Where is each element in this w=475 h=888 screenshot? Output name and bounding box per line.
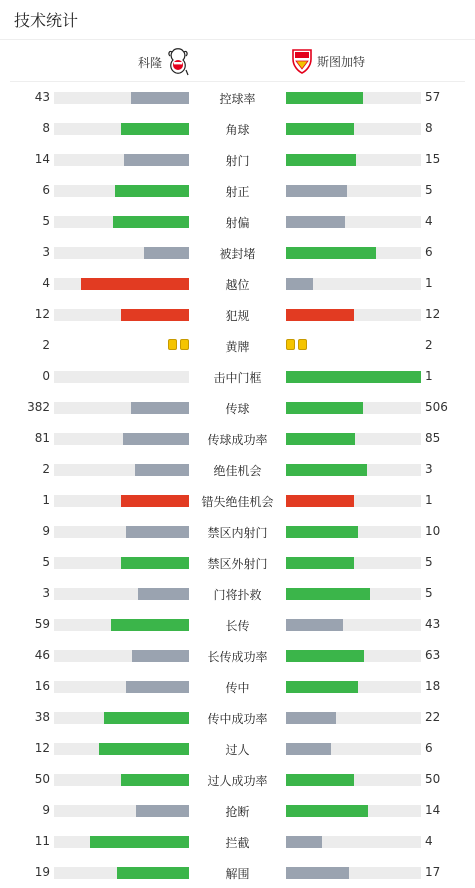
- stat-row: [0, 175, 475, 206]
- away-bar-track: [286, 247, 421, 259]
- away-bar-fill: [286, 309, 354, 321]
- home-bar-fill: [104, 712, 189, 724]
- stats-list: [0, 82, 475, 888]
- stat-label: 长传: [225, 619, 250, 633]
- stat-row: [0, 578, 475, 609]
- home-bar-fill: [132, 650, 189, 662]
- stat-row: [0, 702, 475, 733]
- home-bar-fill: [111, 619, 189, 631]
- home-value: 43: [34, 90, 50, 104]
- stat-label: 抢断: [225, 805, 250, 819]
- away-value: 6: [425, 741, 433, 755]
- stat-label: 过人成功率: [207, 774, 268, 788]
- stat-label: 传球成功率: [207, 433, 268, 447]
- home-bar-track: [54, 743, 189, 755]
- stat-label: 黄牌: [225, 340, 250, 354]
- away-value: 6: [425, 245, 433, 259]
- home-bar-track: [54, 402, 189, 414]
- teams-header: [10, 40, 465, 82]
- home-bar-track: [54, 774, 189, 786]
- stat-label: 射正: [225, 185, 250, 199]
- away-bar-fill: [286, 216, 345, 228]
- away-value: 1: [425, 276, 433, 290]
- away-value: 14: [425, 803, 441, 817]
- home-bar-track: [54, 92, 189, 104]
- away-bar-fill: [286, 402, 363, 414]
- away-value: 12: [425, 307, 441, 321]
- home-bar-track: [54, 805, 189, 817]
- home-value: 38: [34, 710, 50, 724]
- away-bar-fill: [286, 495, 354, 507]
- away-bar-track: [286, 681, 421, 693]
- home-value: 0: [42, 369, 50, 383]
- home-value: 3: [42, 586, 50, 600]
- stat-label: 门将扑救: [213, 588, 262, 602]
- stat-row: [0, 454, 475, 485]
- stat-label: 禁区外射门: [207, 557, 268, 571]
- away-value: 5: [425, 555, 433, 569]
- away-bar-fill: [286, 433, 355, 445]
- away-bar-fill: [286, 743, 331, 755]
- home-bar-fill: [121, 495, 189, 507]
- away-value: 43: [425, 617, 441, 631]
- away-value: 8: [425, 121, 433, 135]
- away-bar-fill: [286, 681, 358, 693]
- away-bar-fill: [286, 185, 347, 197]
- away-value: 85: [425, 431, 441, 445]
- home-bar-track: [54, 836, 189, 848]
- home-bar-track: [54, 557, 189, 569]
- home-bar-fill: [121, 557, 189, 569]
- away-bar-track: [286, 836, 421, 848]
- home-bar-track: [54, 681, 189, 693]
- home-bar-track: [54, 619, 189, 631]
- stat-label: 禁区内射门: [207, 526, 268, 540]
- home-value: 46: [34, 648, 50, 662]
- away-bar-fill: [286, 154, 356, 166]
- away-bar-track: [286, 185, 421, 197]
- away-bar-fill: [286, 123, 354, 135]
- goat-crest-icon: [166, 48, 190, 76]
- stat-label: 射偏: [225, 216, 250, 230]
- home-value: 382: [27, 400, 50, 414]
- stat-row: [0, 857, 475, 888]
- home-value: 59: [34, 617, 50, 631]
- away-bar-track: [286, 619, 421, 631]
- home-team[interactable]: [138, 48, 190, 76]
- stat-row: [0, 237, 475, 268]
- away-yellow-cards: [286, 339, 307, 350]
- stat-label: 角球: [225, 123, 250, 137]
- home-bar-track: [54, 309, 189, 321]
- home-value: 5: [42, 214, 50, 228]
- away-team-name: 斯图加特: [317, 54, 366, 69]
- page-title: 技术统计: [14, 11, 79, 30]
- home-bar-track: [54, 216, 189, 228]
- stat-row: [0, 609, 475, 640]
- away-bar-fill: [286, 464, 367, 476]
- away-value: 506: [425, 400, 448, 414]
- away-bar-track: [286, 867, 421, 879]
- away-value: 2: [425, 338, 433, 352]
- home-bar-track: [54, 867, 189, 879]
- away-bar-fill: [286, 712, 336, 724]
- home-value: 14: [34, 152, 50, 166]
- away-value: 5: [425, 586, 433, 600]
- stat-label: 击中门框: [213, 371, 262, 385]
- stat-row: [0, 640, 475, 671]
- home-bar-track: [54, 278, 189, 290]
- home-bar-fill: [135, 464, 189, 476]
- away-bar-track: [286, 464, 421, 476]
- stat-row: [0, 268, 475, 299]
- home-bar-track: [54, 433, 189, 445]
- away-bar-track: [286, 371, 421, 383]
- away-bar-fill: [286, 650, 364, 662]
- stat-row: [0, 733, 475, 764]
- stat-row: [0, 144, 475, 175]
- stat-label: 长传成功率: [207, 650, 268, 664]
- home-bar-track: [54, 371, 189, 383]
- yellow-card-icon: [168, 339, 177, 350]
- stat-row: [0, 206, 475, 237]
- stat-label: 传球: [225, 402, 250, 416]
- page-header: [0, 0, 475, 40]
- home-bar-fill: [99, 743, 189, 755]
- away-value: 4: [425, 214, 433, 228]
- home-bar-fill: [126, 526, 189, 538]
- home-bar-fill: [121, 123, 189, 135]
- home-value: 16: [34, 679, 50, 693]
- away-bar-track: [286, 402, 421, 414]
- away-bar-track: [286, 123, 421, 135]
- home-bar-fill: [126, 681, 189, 693]
- home-value: 50: [34, 772, 50, 786]
- home-value: 2: [42, 338, 50, 352]
- away-bar-fill: [286, 526, 358, 538]
- stat-row: [0, 299, 475, 330]
- yellow-card-icon: [180, 339, 189, 350]
- stat-label: 射门: [225, 154, 250, 168]
- home-bar-fill: [121, 774, 189, 786]
- away-bar-track: [286, 92, 421, 104]
- stat-row: [0, 330, 475, 361]
- stat-label: 越位: [225, 278, 250, 292]
- home-bar-fill: [90, 836, 189, 848]
- stat-label: 控球率: [219, 92, 256, 106]
- away-bar-track: [286, 712, 421, 724]
- home-value: 9: [42, 524, 50, 538]
- home-bar-track: [54, 464, 189, 476]
- home-bar-fill: [117, 867, 189, 879]
- home-value: 3: [42, 245, 50, 259]
- away-value: 10: [425, 524, 441, 538]
- home-bar-track: [54, 712, 189, 724]
- away-bar-fill: [286, 92, 363, 104]
- home-value: 8: [42, 121, 50, 135]
- home-bar-track: [54, 650, 189, 662]
- away-bar-track: [286, 433, 421, 445]
- home-bar-fill: [113, 216, 189, 228]
- away-value: 1: [425, 493, 433, 507]
- home-bar-track: [54, 247, 189, 259]
- home-value: 9: [42, 803, 50, 817]
- away-bar-fill: [286, 371, 421, 383]
- away-bar-fill: [286, 247, 376, 259]
- away-bar-fill: [286, 774, 354, 786]
- home-bar-fill: [115, 185, 189, 197]
- home-bar-track: [54, 588, 189, 600]
- home-value: 2: [42, 462, 50, 476]
- away-bar-track: [286, 216, 421, 228]
- home-bar-track: [54, 123, 189, 135]
- stat-label: 过人: [225, 743, 250, 757]
- away-value: 3: [425, 462, 433, 476]
- away-value: 57: [425, 90, 441, 104]
- home-bar-fill: [121, 309, 189, 321]
- away-bar-fill: [286, 557, 354, 569]
- stat-row: [0, 423, 475, 454]
- away-bar-track: [286, 495, 421, 507]
- stat-row: [0, 113, 475, 144]
- away-value: 4: [425, 834, 433, 848]
- away-bar-track: [286, 805, 421, 817]
- home-bar-fill: [138, 588, 189, 600]
- away-bar-track: [286, 588, 421, 600]
- stat-row: [0, 826, 475, 857]
- yellow-card-icon: [298, 339, 307, 350]
- stat-label: 解围: [225, 867, 250, 881]
- stat-label: 犯规: [225, 309, 250, 323]
- home-value: 11: [34, 834, 50, 848]
- stat-row: [0, 795, 475, 826]
- away-bar-track: [286, 774, 421, 786]
- away-value: 15: [425, 152, 441, 166]
- home-value: 6: [42, 183, 50, 197]
- stat-label: 拦截: [225, 836, 250, 850]
- home-bar-fill: [144, 247, 189, 259]
- home-value: 19: [34, 865, 50, 879]
- yellow-card-icon: [286, 339, 295, 350]
- home-team-name: 科隆: [138, 55, 163, 70]
- away-bar-fill: [286, 805, 368, 817]
- away-bar-fill: [286, 836, 322, 848]
- away-value: 17: [425, 865, 441, 879]
- home-bar-track: [54, 185, 189, 197]
- home-value: 81: [34, 431, 50, 445]
- home-bar-fill: [124, 154, 189, 166]
- home-bar-track: [54, 154, 189, 166]
- away-value: 18: [425, 679, 441, 693]
- home-bar-fill: [136, 805, 189, 817]
- home-bar-fill: [123, 433, 189, 445]
- away-bar-track: [286, 743, 421, 755]
- home-value: 5: [42, 555, 50, 569]
- away-bar-track: [286, 526, 421, 538]
- home-value: 4: [42, 276, 50, 290]
- home-bar-track: [54, 495, 189, 507]
- away-bar-track: [286, 650, 421, 662]
- stat-row: [0, 392, 475, 423]
- away-value: 22: [425, 710, 441, 724]
- home-value: 1: [42, 493, 50, 507]
- away-bar-fill: [286, 867, 349, 879]
- away-value: 5: [425, 183, 433, 197]
- home-bar-track: [54, 526, 189, 538]
- stat-label: 被封堵: [219, 247, 256, 261]
- home-bar-fill: [81, 278, 189, 290]
- home-bar-fill: [131, 92, 189, 104]
- away-value: 63: [425, 648, 441, 662]
- stat-label: 传中: [225, 681, 250, 695]
- home-yellow-cards: [168, 339, 189, 350]
- away-bar-track: [286, 278, 421, 290]
- stat-row: [0, 361, 475, 392]
- stat-row: [0, 516, 475, 547]
- home-bar-fill: [131, 402, 189, 414]
- away-bar-track: [286, 309, 421, 321]
- stat-row: [0, 764, 475, 795]
- stat-row: [0, 82, 475, 113]
- away-bar-fill: [286, 588, 370, 600]
- home-value: 12: [34, 307, 50, 321]
- away-bar-track: [286, 154, 421, 166]
- stat-label: 错失绝佳机会: [201, 495, 274, 509]
- away-bar-fill: [286, 278, 313, 290]
- away-value: 1: [425, 369, 433, 383]
- stat-row: [0, 547, 475, 578]
- stat-label: 传中成功率: [207, 712, 268, 726]
- vfb-crest-icon: [291, 48, 313, 74]
- stat-row: [0, 671, 475, 702]
- away-value: 50: [425, 772, 441, 786]
- home-value: 12: [34, 741, 50, 755]
- away-bar-track: [286, 557, 421, 569]
- away-team[interactable]: [291, 48, 365, 74]
- away-bar-fill: [286, 619, 343, 631]
- stat-row: [0, 485, 475, 516]
- stat-label: 绝佳机会: [213, 464, 262, 478]
